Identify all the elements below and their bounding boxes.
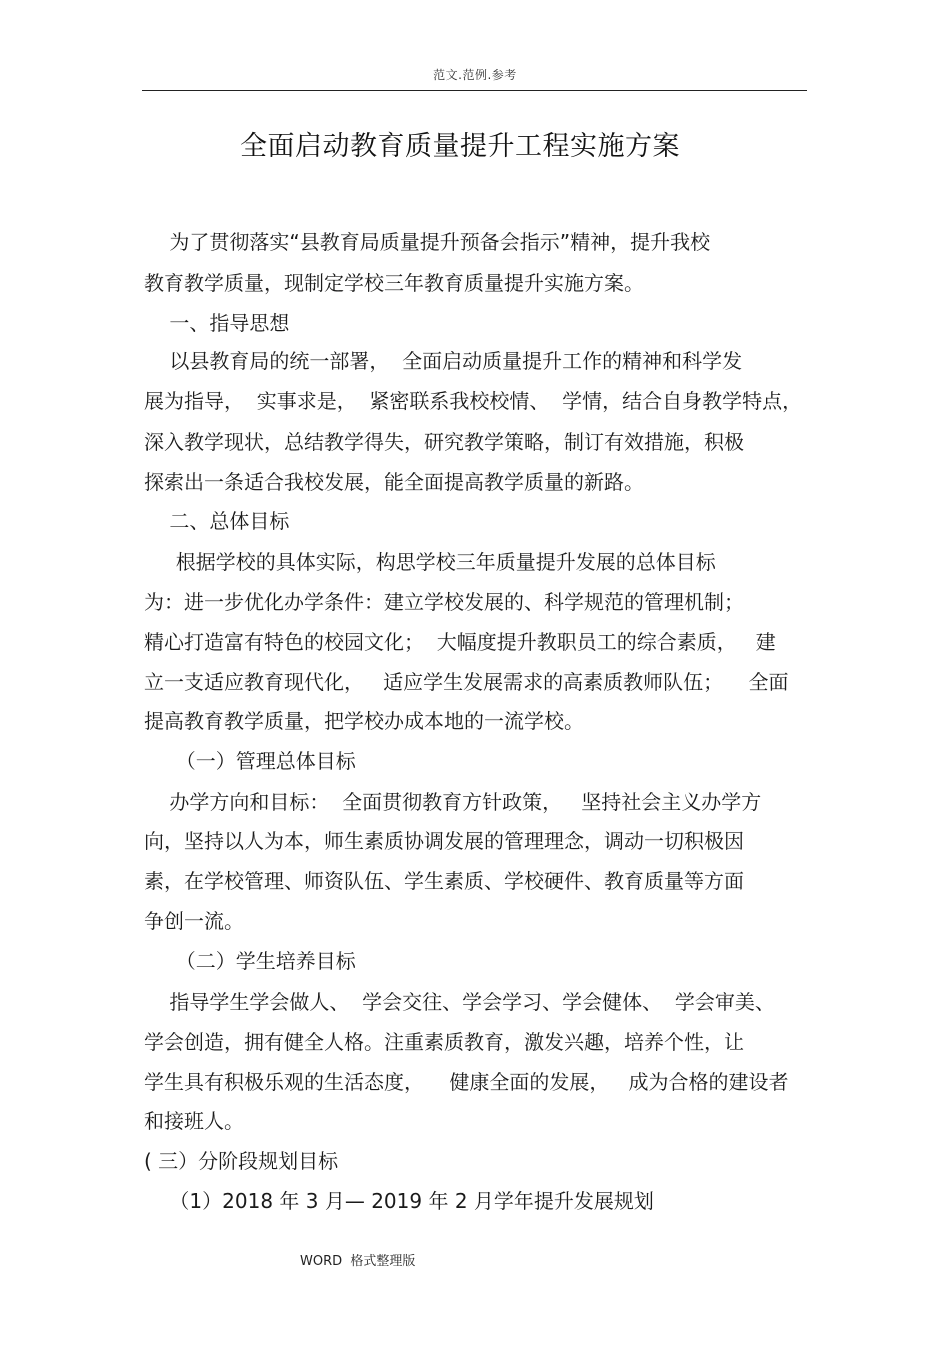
paragraph-line: 争创一流。	[144, 909, 244, 933]
header-rule	[142, 90, 807, 91]
paragraph-line: 精心打造富有特色的校园文化； 大幅度提升教职员工的综合素质， 建	[144, 630, 776, 654]
subsection-heading: （一）管理总体目标	[144, 749, 356, 773]
paragraph-line: 教育教学质量，现制定学校三年教育质量提升实施方案。	[144, 271, 644, 295]
paragraph-line: 展为指导， 实事求是， 紧密联系我校校情、 学情，结合自身教学特点，	[144, 389, 803, 413]
subsection-heading: ( 三）分阶段规划目标	[144, 1149, 339, 1173]
paragraph-line: 探索出一条适合我校发展，能全面提高教学质量的新路。	[144, 470, 644, 494]
paragraph-line: 学会创造，拥有健全人格。注重素质教育，激发兴趣，培养个性，让	[144, 1030, 744, 1054]
section-heading: 一、指导思想	[144, 311, 290, 335]
paragraph-line: 立一支适应教育现代化， 适应学生发展需求的高素质教师队伍； 全面	[144, 670, 789, 694]
document-title: 全面启动教育质量提升工程实施方案	[240, 131, 680, 162]
paragraph-line: 素，在学校管理、师资队伍、学生素质、学校硬件、教育质量等方面	[144, 869, 744, 893]
paragraph-line: 根据学校的具体实际，构思学校三年质量提升发展的总体目标	[144, 550, 716, 574]
paragraph-line: （1）2018 年 3 月— 2019 年 2 月学年提升发展规划	[144, 1189, 654, 1213]
paragraph-line: 深入教学现状，总结教学得失，研究教学策略，制订有效措施，积极	[144, 430, 744, 454]
paragraph-line: 以县教育局的统一部署， 全面启动质量提升工作的精神和科学发	[144, 349, 743, 373]
page-footer: WORD 格式整理版	[300, 1254, 416, 1269]
paragraph-line: 为：进一步优化办学条件：建立学校发展的、科学规范的管理机制；	[144, 590, 744, 614]
paragraph-line: 向，坚持以人为本，师生素质协调发展的管理理念，调动一切积极因	[144, 829, 744, 853]
page-header: 范文.范例.参考	[433, 68, 517, 82]
paragraph-line: 指导学生学会做人、 学会交往、学会学习、学会健体、 学会审美、	[144, 990, 775, 1014]
paragraph-line: 提高教育教学质量，把学校办成本地的一流学校。	[144, 709, 584, 733]
subsection-heading: （二）学生培养目标	[144, 949, 356, 973]
paragraph-line: 学生具有积极乐观的生活态度， 健康全面的发展， 成为合格的建设者	[144, 1070, 789, 1094]
paragraph-line: 为了贯彻落实“县教育局质量提升预备会指示”精神，提升我校	[144, 230, 711, 254]
paragraph-line: 办学方向和目标： 全面贯彻教育方针政策， 坚持社会主义办学方	[144, 790, 762, 814]
paragraph-line: 和接班人。	[144, 1109, 244, 1133]
section-heading: 二、总体目标	[144, 509, 290, 533]
